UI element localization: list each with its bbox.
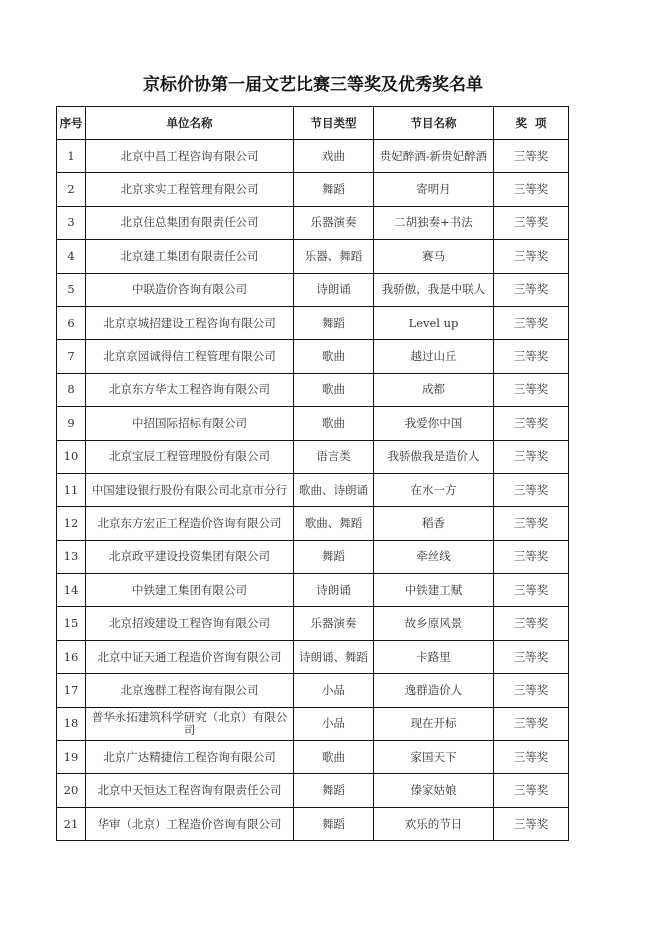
header-program-type: 节目类型	[294, 107, 374, 140]
cell-award: 三等奖	[494, 574, 569, 607]
cell-award: 三等奖	[494, 306, 569, 339]
cell-organization: 北京求实工程管理有限公司	[86, 173, 294, 206]
table-header-row	[57, 107, 569, 140]
cell-index: 13	[57, 540, 86, 573]
award-table	[56, 106, 569, 841]
cell-index: 21	[57, 807, 86, 840]
cell-index: 18	[57, 707, 86, 740]
table-row	[57, 741, 569, 774]
cell-index: 2	[57, 173, 86, 206]
cell-program-name: 在水一方	[374, 473, 494, 506]
cell-program-name: 寄明月	[374, 173, 494, 206]
cell-program-type: 诗朗诵	[294, 574, 374, 607]
cell-organization: 普华永拓建筑科学研究（北京）有限公司	[86, 707, 294, 740]
cell-award: 三等奖	[494, 640, 569, 673]
cell-organization: 北京京园诚得信工程管理有限公司	[86, 340, 294, 373]
cell-program-name: 赛马	[374, 240, 494, 273]
cell-award: 三等奖	[494, 373, 569, 406]
cell-award: 三等奖	[494, 807, 569, 840]
table-row	[57, 407, 569, 440]
cell-index: 3	[57, 206, 86, 239]
cell-index: 11	[57, 473, 86, 506]
cell-program-type: 舞蹈	[294, 807, 374, 840]
cell-organization: 北京建工集团有限责任公司	[86, 240, 294, 273]
cell-award: 三等奖	[494, 273, 569, 306]
cell-organization: 北京东方华太工程咨询有限公司	[86, 373, 294, 406]
cell-organization: 北京京城招建设工程咨询有限公司	[86, 306, 294, 339]
cell-award: 三等奖	[494, 173, 569, 206]
cell-index: 19	[57, 741, 86, 774]
table-row	[57, 206, 569, 239]
cell-organization: 北京住总集团有限责任公司	[86, 206, 294, 239]
cell-program-type: 舞蹈	[294, 173, 374, 206]
cell-organization: 北京宝辰工程管理股份有限公司	[86, 440, 294, 473]
table-row	[57, 240, 569, 273]
cell-award: 三等奖	[494, 741, 569, 774]
table-row	[57, 373, 569, 406]
cell-program-type: 歌曲	[294, 373, 374, 406]
cell-program-name: 现在开标	[374, 707, 494, 740]
cell-program-type: 小品	[294, 707, 374, 740]
cell-organization: 中铁建工集团有限公司	[86, 574, 294, 607]
cell-organization: 北京广达精捷信工程咨询有限公司	[86, 741, 294, 774]
cell-program-type: 语言类	[294, 440, 374, 473]
cell-program-name: Level up	[374, 306, 494, 339]
cell-award: 三等奖	[494, 240, 569, 273]
cell-organization: 北京逸群工程咨询有限公司	[86, 674, 294, 707]
cell-index: 14	[57, 574, 86, 607]
header-award: 奖 项	[494, 107, 569, 140]
cell-program-name: 贵妃醉酒-新贵妃醉酒	[374, 140, 494, 173]
table-row	[57, 173, 569, 206]
table-row	[57, 574, 569, 607]
cell-award: 三等奖	[494, 707, 569, 740]
cell-award: 三等奖	[494, 507, 569, 540]
cell-program-type: 乐器演奏	[294, 206, 374, 239]
table-row	[57, 807, 569, 840]
cell-index: 16	[57, 640, 86, 673]
cell-organization: 北京东方宏正工程造价咨询有限公司	[86, 507, 294, 540]
cell-program-name: 卡路里	[374, 640, 494, 673]
cell-award: 三等奖	[494, 407, 569, 440]
cell-organization: 北京政平建设投资集团有限公司	[86, 540, 294, 573]
document-title: 京标价协第一届文艺比赛三等奖及优秀奖名单	[143, 75, 483, 95]
cell-index: 4	[57, 240, 86, 273]
cell-index: 10	[57, 440, 86, 473]
cell-program-name: 傣家姑娘	[374, 774, 494, 807]
cell-organization: 北京中昌工程咨询有限公司	[86, 140, 294, 173]
table-row	[57, 774, 569, 807]
table-row	[57, 140, 569, 173]
cell-organization: 中国建设银行股份有限公司北京市分行	[86, 473, 294, 506]
cell-index: 9	[57, 407, 86, 440]
table-row	[57, 473, 569, 506]
cell-award: 三等奖	[494, 440, 569, 473]
table-row	[57, 674, 569, 707]
cell-program-name: 我骄傲，我是中联人	[374, 273, 494, 306]
table-row	[57, 273, 569, 306]
header-program-name: 节目名称	[374, 107, 494, 140]
cell-index: 17	[57, 674, 86, 707]
table-row	[57, 607, 569, 640]
cell-award: 三等奖	[494, 774, 569, 807]
cell-program-type: 歌曲、诗朗诵	[294, 473, 374, 506]
cell-award: 三等奖	[494, 206, 569, 239]
cell-program-name: 成都	[374, 373, 494, 406]
table-row	[57, 640, 569, 673]
cell-index: 1	[57, 140, 86, 173]
cell-program-type: 舞蹈	[294, 774, 374, 807]
cell-program-type: 乐器演奏	[294, 607, 374, 640]
table-row	[57, 306, 569, 339]
cell-index: 7	[57, 340, 86, 373]
cell-program-type: 诗朗诵、舞蹈	[294, 640, 374, 673]
cell-index: 15	[57, 607, 86, 640]
cell-program-name: 牵丝线	[374, 540, 494, 573]
cell-program-type: 戏曲	[294, 140, 374, 173]
cell-organization: 北京中证天通工程造价咨询有限公司	[86, 640, 294, 673]
cell-program-type: 舞蹈	[294, 306, 374, 339]
cell-program-name: 越过山丘	[374, 340, 494, 373]
table-row	[57, 340, 569, 373]
cell-award: 三等奖	[494, 340, 569, 373]
cell-program-type: 诗朗诵	[294, 273, 374, 306]
cell-index: 20	[57, 774, 86, 807]
cell-index: 12	[57, 507, 86, 540]
cell-organization: 中招国际招标有限公司	[86, 407, 294, 440]
cell-program-type: 舞蹈	[294, 540, 374, 573]
table-row	[57, 440, 569, 473]
cell-organization: 华审（北京）工程造价咨询有限公司	[86, 807, 294, 840]
table-body	[57, 140, 569, 841]
cell-program-name: 家国天下	[374, 741, 494, 774]
cell-program-type: 小品	[294, 674, 374, 707]
cell-award: 三等奖	[494, 540, 569, 573]
cell-program-name: 二胡独奏+书法	[374, 206, 494, 239]
cell-program-type: 歌曲	[294, 340, 374, 373]
cell-program-name: 我骄傲我是造价人	[374, 440, 494, 473]
cell-award: 三等奖	[494, 674, 569, 707]
cell-organization: 北京中天恒达工程咨询有限责任公司	[86, 774, 294, 807]
cell-program-name: 我爱你中国	[374, 407, 494, 440]
header-index: 序号	[57, 107, 86, 140]
cell-program-name: 中铁建工赋	[374, 574, 494, 607]
cell-program-type: 歌曲	[294, 407, 374, 440]
cell-program-name: 稻香	[374, 507, 494, 540]
table-row	[57, 507, 569, 540]
cell-index: 6	[57, 306, 86, 339]
cell-organization: 北京招竣建设工程咨询有限公司	[86, 607, 294, 640]
cell-index: 5	[57, 273, 86, 306]
cell-program-type: 歌曲、舞蹈	[294, 507, 374, 540]
cell-program-type: 乐器、舞蹈	[294, 240, 374, 273]
cell-award: 三等奖	[494, 140, 569, 173]
cell-program-name: 逸群造价人	[374, 674, 494, 707]
table-row	[57, 540, 569, 573]
cell-index: 8	[57, 373, 86, 406]
cell-program-type: 歌曲	[294, 741, 374, 774]
table-row	[57, 707, 569, 740]
header-organization: 单位名称	[86, 107, 294, 140]
cell-award: 三等奖	[494, 473, 569, 506]
cell-program-name: 故乡原风景	[374, 607, 494, 640]
cell-program-name: 欢乐的节日	[374, 807, 494, 840]
cell-organization: 中联造价咨询有限公司	[86, 273, 294, 306]
cell-award: 三等奖	[494, 607, 569, 640]
